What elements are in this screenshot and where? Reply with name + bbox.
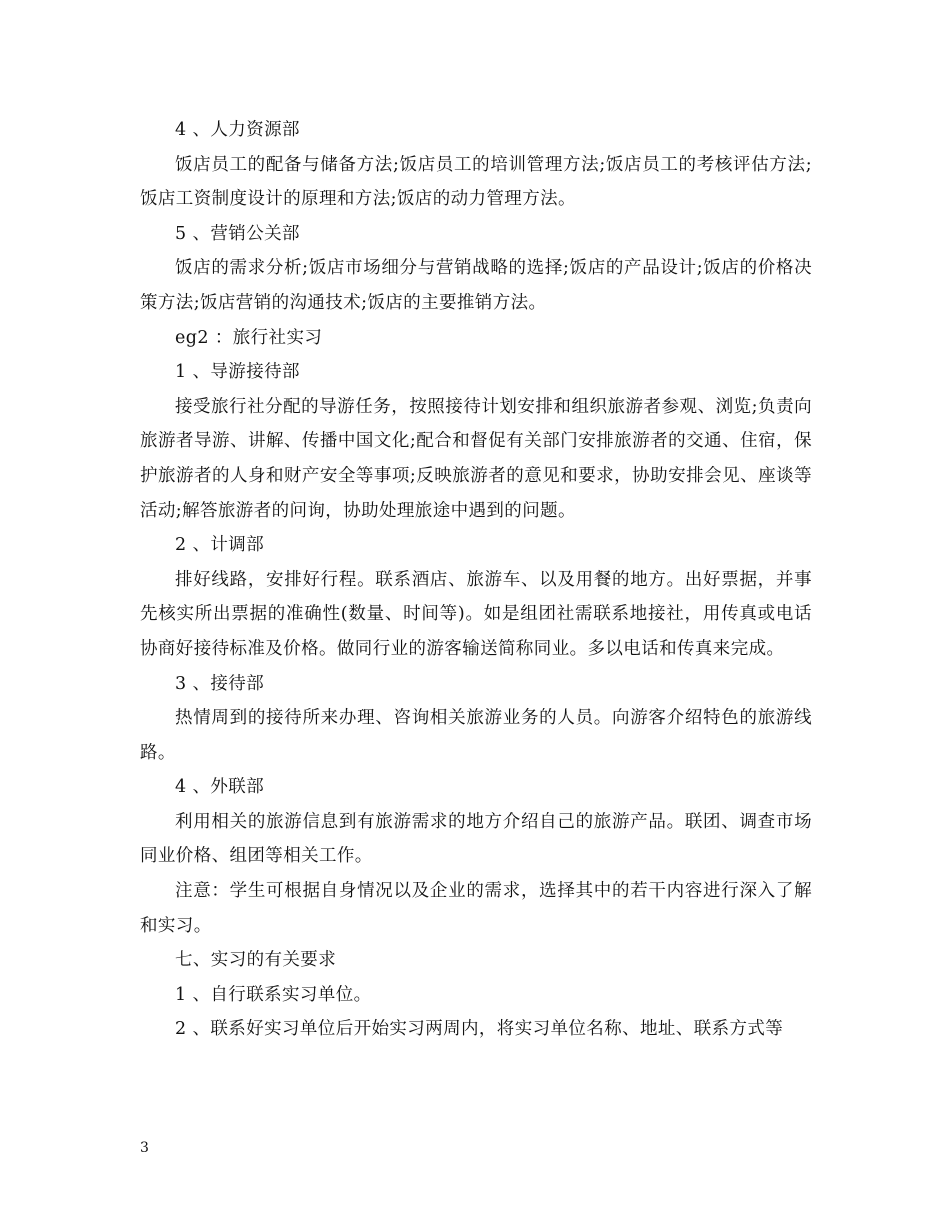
paragraph-marketing: 饭店的需求分析;饭店市场细分与营销战略的选择;饭店的产品设计;饭店的价格决策方法;饭店营销的沟通技术;饭店的主要推销方法。 [140, 258, 812, 313]
paragraph-hr: 饭店员工的配备与储备方法;饭店员工的培训管理方法;饭店员工的考核评估方法;饭店工资制度设计的原理和方法;饭店的动力管理方法。 [140, 154, 812, 210]
paragraph-reception: 热情周到的接待所来办理、咨询相关旅游业务的人员。向游客介绍特色的旅游线路。 [140, 708, 812, 763]
paragraph-planning: 排好线路，安排好行程。联系酒店、旅游车、以及用餐的地方。出好票据，并事先核实所出票据的准确性(数量、时间等)。如是组团社需联系地接社，用传真或电话协商好接待标准及价格。做同行业的游客输送简称同业。多以电话和传真来完成。 [140, 569, 812, 659]
paragraph-note: 注意：学生可根据自身情况以及企业的需求，选择其中的若干内容进行深入了解和实习。 [140, 881, 812, 936]
requirement-item-1: 1 、自行联系实习单位。 [175, 984, 372, 1005]
document-body [140, 113, 812, 1047]
section-heading-external: 4 、外联部 [175, 777, 265, 798]
section-heading-travel-agency: eg2 ：旅行社实习 [175, 327, 323, 348]
section-heading-planning: 2 、计调部 [175, 535, 265, 556]
page-number: 3 [140, 1140, 149, 1156]
section-heading-reception: 3 、接待部 [175, 673, 265, 694]
paragraph-tour-guide: 接受旅行社分配的导游任务，按照接待计划安排和组织旅游者参观、浏览;负责向旅游者导游、讲解、传播中国文化;配合和督促有关部门安排旅游者的交通、住宿，保护旅游者的人身和财产安全等事项;反映旅游者的意见和要求，协助安排会见、座谈等活动;解答旅游者的问询，协助处理旅途中遇到的问题。 [140, 396, 812, 521]
section-heading-marketing: 5 、营销公关部 [175, 223, 300, 244]
section-heading-tour-guide: 1 、导游接待部 [175, 362, 300, 383]
section-heading-requirements: 七、实习的有关要求 [175, 950, 337, 971]
section-heading-hr: 4 、人力资源部 [175, 120, 300, 140]
requirement-item-2: 2 、联系好实习单位后开始实习两周内，将实习单位名称、地址、联系方式等 [175, 1019, 784, 1040]
paragraph-external: 利用相关的旅游信息到有旅游需求的地方介绍自己的旅游产品。联团、调查市场同业价格、组团等相关工作。 [140, 811, 812, 867]
